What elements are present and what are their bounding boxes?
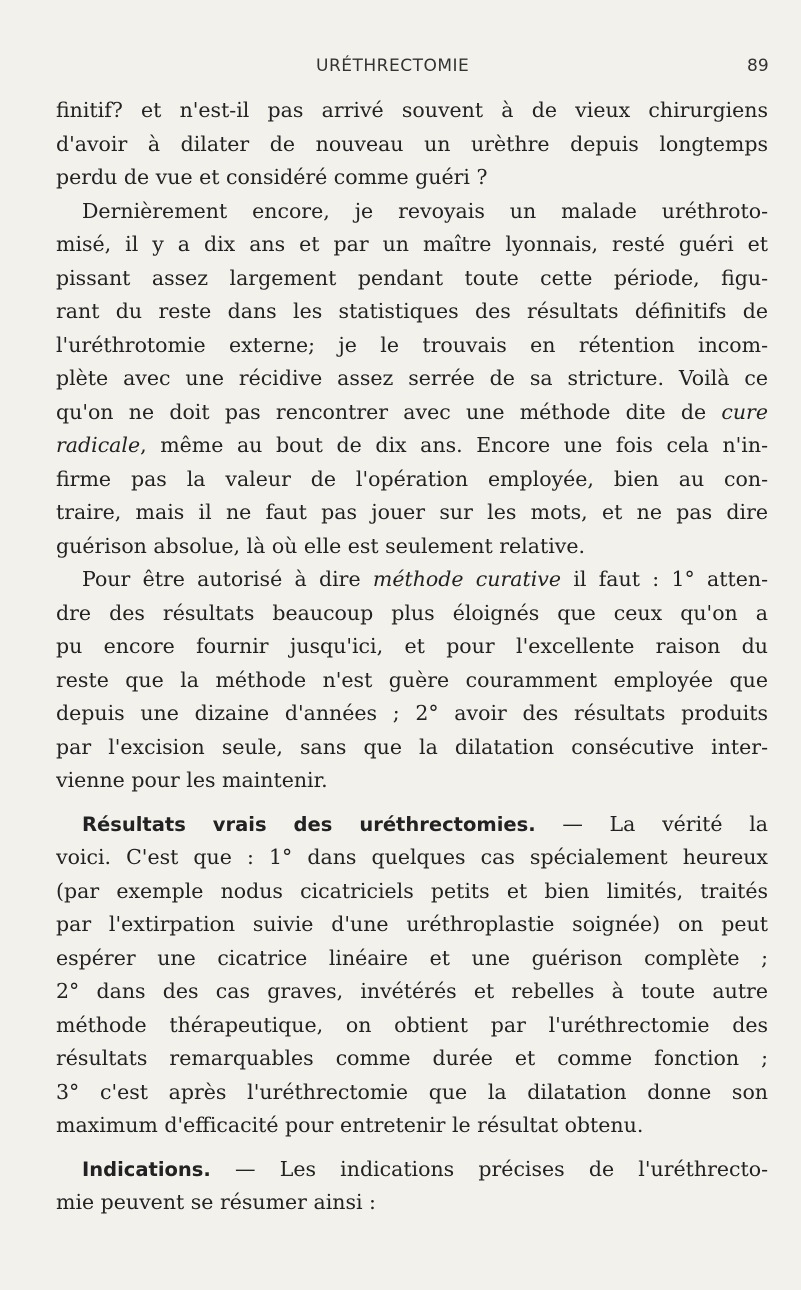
text-line: plète avec une récidive assez serrée de sa stricture. Voilà ce xyxy=(56,366,768,390)
text-run: Pour être autorisé à dire xyxy=(82,567,373,591)
text-line: dre des résultats beaucoup plus éloignés que ceux qu'on a xyxy=(56,600,768,625)
text-line: traire, mais il ne faut pas jouer sur les mots, et ne pas dire xyxy=(56,500,768,524)
section-heading-line xyxy=(56,1153,768,1187)
text-line: résultats remarquables comme durée et comme fonction ; xyxy=(56,1046,768,1070)
text-line: maximum d'efficacité pour entretenir le résultat obtenu. xyxy=(56,1113,644,1137)
text-line: par l'extirpation suivie d'une uréthroplastie soignée) on peut xyxy=(56,912,768,936)
section-gap xyxy=(56,798,768,808)
body-text xyxy=(56,94,768,1220)
text-line xyxy=(56,429,768,463)
text-line: guérison absolue, là où elle est seulement relative. xyxy=(56,533,585,558)
section-gap xyxy=(56,1143,768,1153)
text-line: (par exemple nodus cicatriciels petits et bien limités, traités xyxy=(56,878,768,903)
text-line: méthode thérapeutique, on obtient par l'uréthrectomie des xyxy=(56,1012,768,1037)
text-line: Dernièrement encore, je revoyais un malade uréthroto- xyxy=(82,198,768,223)
text-run: qu'on ne doit pas rencontrer avec une méthode dite de xyxy=(56,399,722,424)
text-line: vienne pour les maintenir. xyxy=(56,768,328,792)
text-line: d'avoir à dilater de nouveau un urèthre depuis longtemps xyxy=(56,131,768,156)
text-line xyxy=(56,563,768,597)
running-head-title: URÉTHRECTOMIE xyxy=(316,56,470,76)
text-run: — Les indications précises de l'uréthrecto- xyxy=(210,1156,768,1181)
italic-term: cure xyxy=(721,399,768,424)
text-run: — La vérité la xyxy=(535,811,768,836)
italic-term: radicale xyxy=(56,433,141,457)
text-run: , même au bout de dix ans. Encore une fois cela n'in- xyxy=(140,433,768,457)
running-head xyxy=(0,56,801,80)
text-line: par l'excision seule, sans que la dilatation consécutive inter- xyxy=(56,734,768,759)
text-line: 2° dans des cas graves, invétérés et rebelles à toute autre xyxy=(56,979,768,1003)
italic-term: méthode curative xyxy=(372,567,562,591)
section-heading: Indications. xyxy=(82,1157,211,1181)
text-line: pissant assez largement pendant toute cette période, figu- xyxy=(56,265,768,290)
section-heading-line xyxy=(56,808,768,842)
text-line: 3° c'est après l'uréthrectomie que la dilatation donne son xyxy=(56,1079,768,1104)
text-line: pu encore fournir jusqu'ici, et pour l'excellente raison du xyxy=(56,634,768,658)
text-line: firme pas la valeur de l'opération employée, bien au con- xyxy=(56,466,768,491)
section-heading: Résultats vrais des uréthrectomies. xyxy=(82,812,536,836)
text-line: voici. C'est que : 1° dans quelques cas spécialement heureux xyxy=(56,845,768,869)
text-line: mie peuvent se résumer ainsi : xyxy=(56,1190,376,1214)
text-line: espérer une cicatrice linéaire et une guérison complète ; xyxy=(56,945,768,970)
text-line: l'uréthrotomie externe; je le trouvais en rétention incom- xyxy=(56,332,768,357)
text-line: misé, il y a dix ans et par un maître lyonnais, resté guéri et xyxy=(56,232,768,256)
page-number: 89 xyxy=(747,56,769,76)
text-line: depuis une dizaine d'années ; 2° avoir des résultats produits xyxy=(56,701,768,725)
text-line: reste que la méthode n'est guère couramment employée que xyxy=(56,667,768,692)
text-line xyxy=(56,396,768,430)
text-line: finitif? et n'est-il pas arrivé souvent à de vieux chirurgiens xyxy=(56,98,768,122)
text-line: rant du reste dans les statistiques des résultats définitifs de xyxy=(56,299,768,323)
text-run: il faut : 1° atten- xyxy=(561,567,768,591)
text-line: perdu de vue et considéré comme guéri ? xyxy=(56,165,488,189)
